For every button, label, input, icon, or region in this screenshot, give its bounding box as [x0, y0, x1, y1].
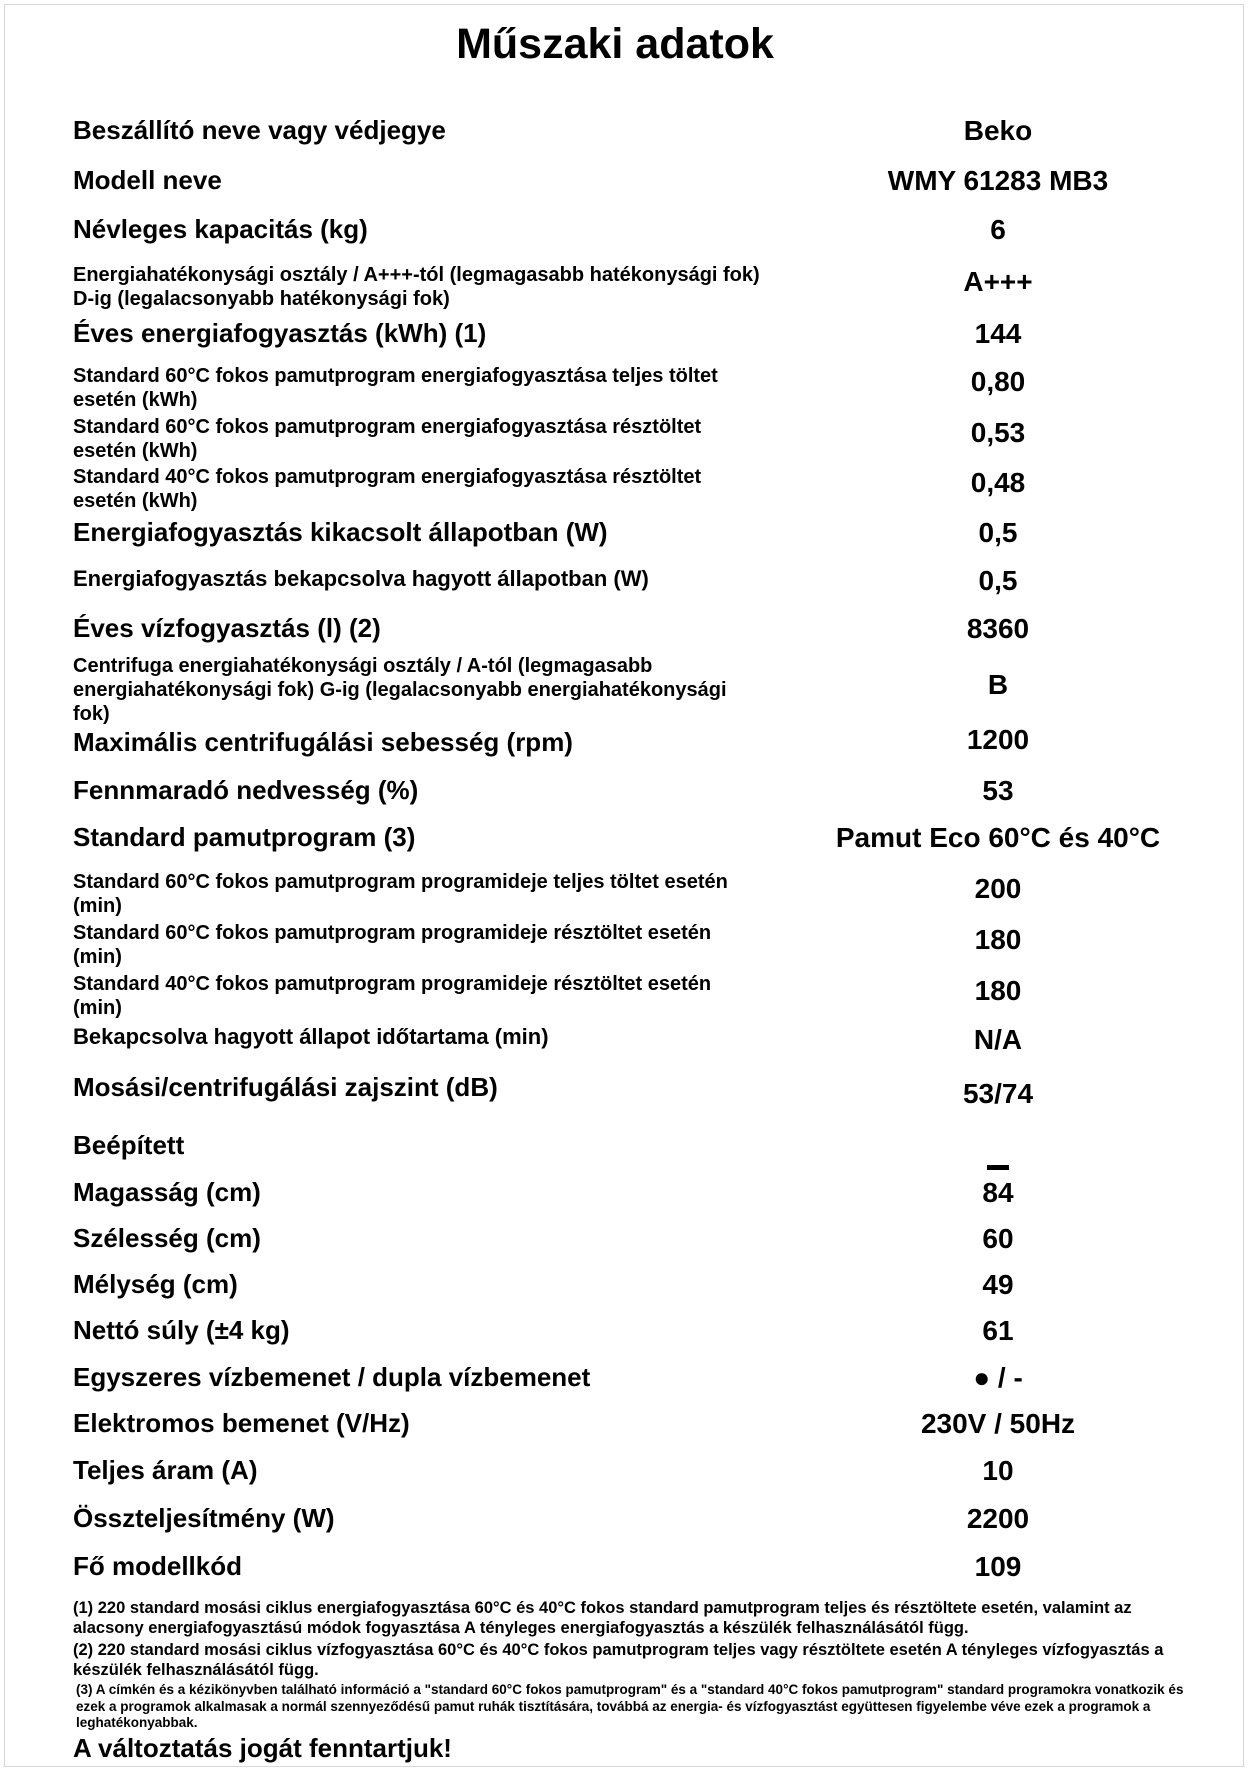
row-value-time-60-partial: 180	[974, 924, 1022, 955]
row-value-energy-class: A+++	[963, 266, 1033, 297]
row-label-standard-program: Standard pamutprogram (3)	[73, 822, 416, 852]
row-label-capacity: Névleges kapacitás (kg)	[73, 214, 368, 244]
row-label-annual-water: Éves vízfogyasztás (l) (2)	[73, 613, 381, 643]
row-value-time-60-full: 200	[974, 873, 1022, 904]
row-label-height: Magasság (cm)	[73, 1177, 261, 1207]
row-label-noise: Mosási/centrifugálási zajszint (dB)	[73, 1072, 498, 1102]
row-label-max-spin: Maximális centrifugálási sebesség (rpm)	[73, 727, 573, 757]
row-label-off-mode: Energiafogyasztás kikacsolt állapotban (W)	[73, 517, 608, 547]
row-label-electrical-input: Elektromos bemenet (V/Hz)	[73, 1408, 410, 1438]
row-label-model-name: Modell neve	[73, 165, 222, 195]
row-label-total-power: Összteljesítmény (W)	[73, 1503, 335, 1533]
row-value-total-current: 10	[982, 1455, 1014, 1486]
row-label-depth: Mélység (cm)	[73, 1269, 238, 1299]
row-value-max-spin: 1200	[966, 724, 1030, 755]
row-label-width: Szélesség (cm)	[73, 1223, 261, 1253]
row-label-moisture: Fennmaradó nedvesség (%)	[73, 775, 419, 805]
row-label-total-current: Teljes áram (A)	[73, 1455, 258, 1485]
row-label-time-60-partial: Standard 60°C fokos pamutprogram programideje résztöltet esetén (min)	[73, 922, 712, 968]
row-value-standard-program: Pamut Eco 60°C és 40°C	[835, 822, 1161, 853]
row-label-energy-class: Energiahatékonysági osztály / A+++-tól (legmagasabb hatékonysági fok) D-ig (legalacsonyabb hatékonysági fok)	[73, 264, 760, 310]
row-label-left-on-duration: Bekapcsolva hagyott állapot időtartama (min)	[73, 1024, 549, 1049]
row-label-annual-energy: Éves energiafogyasztás (kWh) (1)	[73, 318, 487, 348]
row-value-total-power: 2200	[966, 1503, 1030, 1534]
row-value-off-mode: 0,5	[978, 517, 1018, 548]
row-value-left-on-duration: N/A	[973, 1024, 1023, 1055]
row-value-annual-energy: 144	[974, 318, 1022, 349]
row-label-built-in: Beépített	[73, 1130, 185, 1160]
row-value-time-40-partial: 180	[974, 975, 1022, 1006]
row-label-net-weight: Nettó súly (±4 kg)	[73, 1315, 290, 1345]
row-value-water-inlet: ● / -	[973, 1362, 1023, 1393]
row-value-main-model-code: 109	[974, 1551, 1022, 1582]
row-label-water-inlet: Egyszeres vízbemenet / dupla vízbemenet	[73, 1362, 591, 1392]
row-label-energy-60-partial: Standard 60°C fokos pamutprogram energiafogyasztása résztöltet esetén (kWh)	[73, 416, 702, 462]
row-label-main-model-code: Fő modellkód	[73, 1551, 242, 1581]
row-label-energy-40-partial: Standard 40°C fokos pamutprogram energiafogyasztása résztöltet esetén (kWh)	[73, 466, 702, 512]
footnote-1: (1) 220 standard mosási ciklus energiafogyasztása 60°C és 40°C fokos standard pamutprogram teljes és résztöltete esetén, valamint az alacsony energiafogyasztású módok fogyasztása A tényleges energiafogyasztás a készülék felhasználásától függ.	[73, 1599, 1132, 1637]
rights-reserved-notice: A változtatás jogát fenntartjuk!	[73, 1733, 452, 1763]
row-value-depth: 49	[982, 1269, 1014, 1300]
built-in-dash-mark	[987, 1165, 1009, 1170]
row-value-net-weight: 61	[982, 1315, 1014, 1346]
row-value-width: 60	[982, 1223, 1014, 1254]
row-value-annual-water: 8360	[966, 613, 1030, 644]
row-value-model-name: WMY 61283 MB3	[887, 165, 1109, 196]
row-label-energy-60-full: Standard 60°C fokos pamutprogram energiafogyasztása teljes töltet esetén (kWh)	[73, 365, 718, 411]
row-value-energy-60-partial: 0,53	[970, 417, 1026, 448]
footnote-3: (3) A címkén és a kézikönyvben található információ a "standard 60°C fokos pamutprogram" és a "standard 40°C fokos pamutprogram" standard programokra vonatkozik és ezek a programok alkalmasak a normál szennyeződésű pamut ruhák tisztítására, továbbá az energia- és vízfogyasztást együttesen figyelembe véve ezek a programok a leghatékonyabbak.	[76, 1682, 1184, 1730]
row-value-energy-40-partial: 0,48	[970, 467, 1026, 498]
row-label-time-60-full: Standard 60°C fokos pamutprogram programideje teljes töltet esetén (min)	[73, 871, 728, 917]
row-value-noise: 53/74	[962, 1078, 1034, 1109]
row-value-electrical-input: 230V / 50Hz	[920, 1408, 1076, 1439]
row-value-moisture: 53	[982, 775, 1014, 806]
row-label-left-on-mode: Energiafogyasztás bekapcsolva hagyott állapotban (W)	[73, 566, 649, 591]
row-label-time-40-partial: Standard 40°C fokos pamutprogram programideje résztöltet esetén (min)	[73, 973, 712, 1019]
row-label-spin-class: Centrifuga energiahatékonysági osztály / A-tól (legmagasabb energiahatékonysági fok) G-ig (legalacsonyabb energiahatékonysági fok)	[73, 655, 727, 725]
row-value-spin-class: B	[987, 669, 1009, 700]
row-value-height: 84	[982, 1177, 1014, 1208]
footnote-2: (2) 220 standard mosási ciklus vízfogyasztása 60°C és 40°C fokos pamutprogram teljes vagy résztöltete esetén A tényleges vízfogyasztás a készülék felhasználásától függ.	[73, 1641, 1164, 1679]
row-value-energy-60-full: 0,80	[970, 366, 1026, 397]
row-value-supplier: Beko	[963, 115, 1033, 146]
row-value-left-on-mode: 0,5	[978, 565, 1018, 596]
row-value-capacity: 6	[990, 214, 1006, 245]
page-title: Műszaki adatok	[456, 20, 774, 68]
row-label-supplier: Beszállító neve vagy védjegye	[73, 115, 446, 145]
